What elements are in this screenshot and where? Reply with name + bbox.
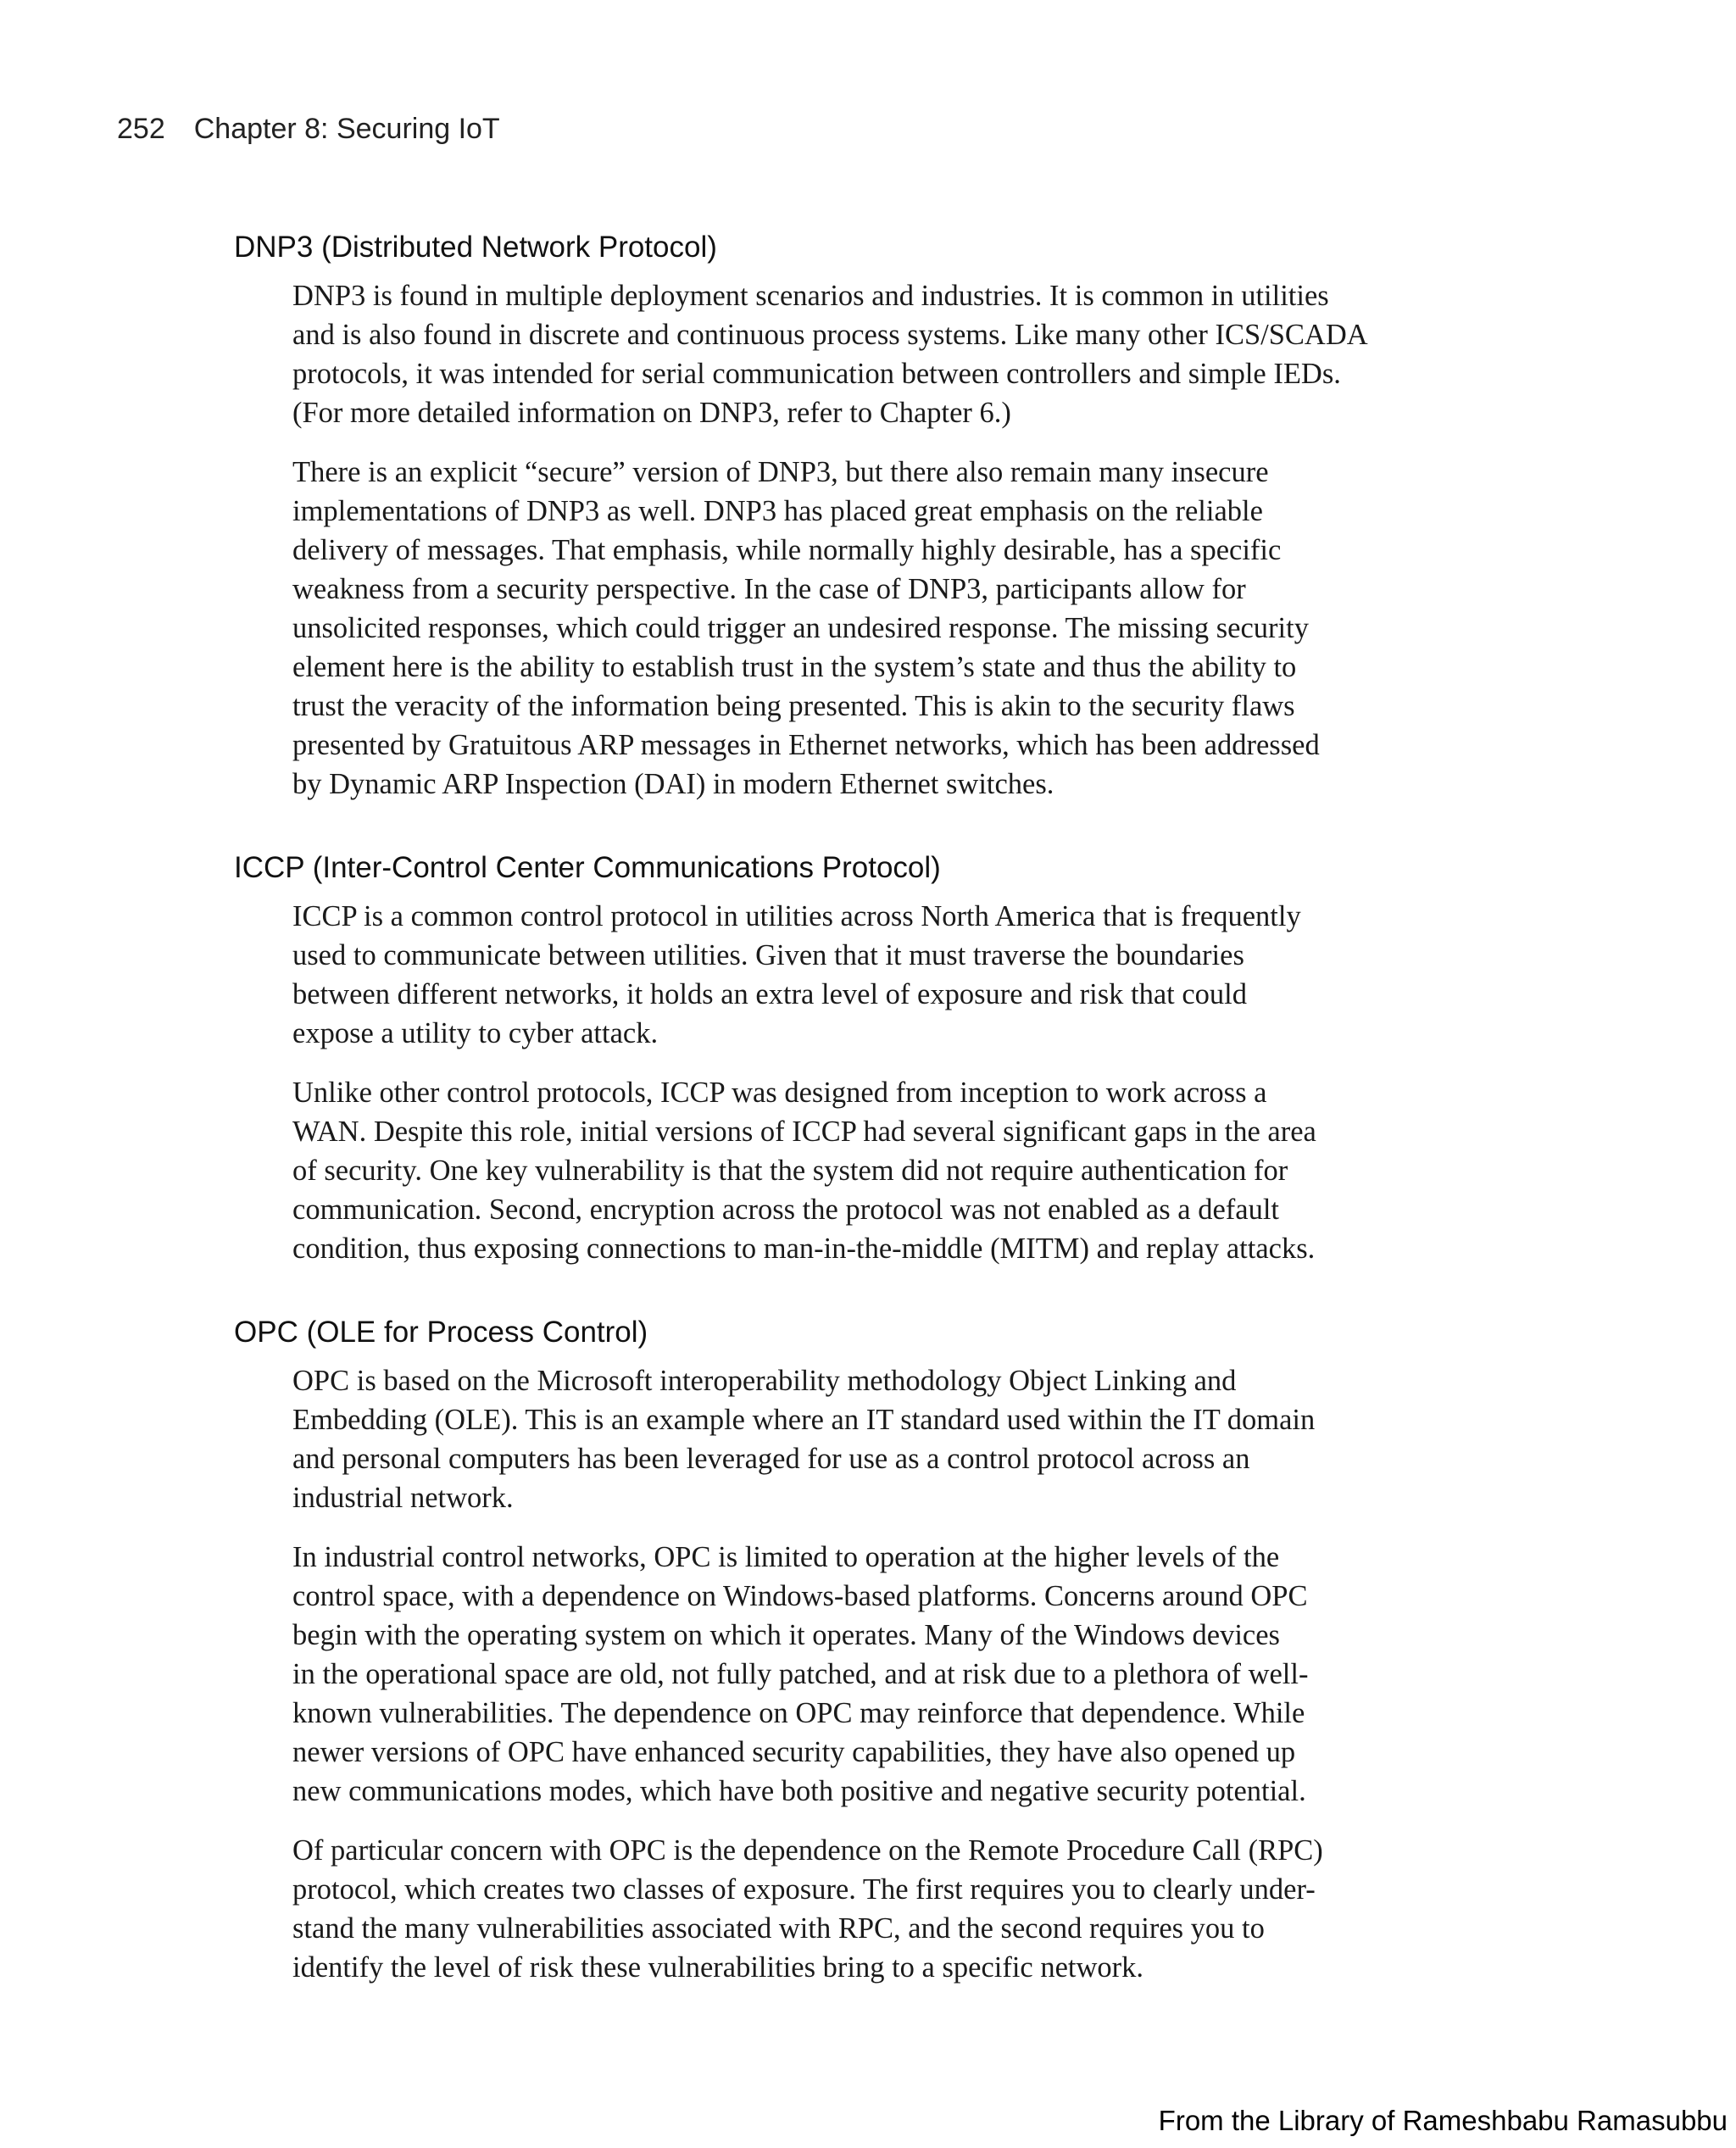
text-line: and personal computers has been leveraged for use as a control protocol across an	[292, 1443, 1250, 1475]
section-iccp	[234, 848, 1463, 1268]
text-line: begin with the operating system on which it operates. Many of the Windows devices	[292, 1619, 1280, 1651]
text-line: by Dynamic ARP Inspection (DAI) in modern Ethernet switches.	[292, 768, 1054, 800]
text-line: known vulnerabilities. The dependence on OPC may reinforce that dependence. While	[292, 1697, 1305, 1729]
text-line: Embedding (OLE). This is an example where an IT standard used within the IT domain	[292, 1404, 1316, 1436]
text-line: DNP3 is found in multiple deployment scenarios and industries. It is common in utilities	[292, 280, 1329, 312]
text-line: trust the veracity of the information being presented. This is akin to the security flaws	[292, 690, 1295, 722]
paragraph	[292, 1831, 1428, 1987]
text-line: used to communicate between utilities. Given that it must traverse the boundaries	[292, 939, 1244, 971]
text-line: new communications modes, which have both positive and negative security potential.	[292, 1775, 1306, 1807]
text-line: industrial network.	[292, 1482, 514, 1514]
library-footer: From the Library of Rameshbabu Ramasubbu	[1158, 2105, 1728, 2136]
text-line: communication. Second, encryption across the protocol was not enabled as a default	[292, 1194, 1280, 1226]
text-line: stand the many vulnerabilities associated with RPC, and the second requires you to	[292, 1912, 1265, 1945]
paragraph	[292, 276, 1428, 432]
text-line: weakness from a security perspective. In the case of DNP3, participants allow for	[292, 573, 1246, 605]
text-line: Of particular concern with OPC is the dependence on the Remote Procedure Call (RPC)	[292, 1834, 1323, 1867]
text-line: OPC is based on the Microsoft interoperability methodology Object Linking and	[292, 1365, 1237, 1397]
text-line: (For more detailed information on DNP3, refer to Chapter 6.)	[292, 397, 1011, 429]
section-dnp3	[234, 227, 1463, 804]
paragraph	[292, 453, 1428, 804]
section-opc	[234, 1312, 1463, 1987]
page-number: 252	[117, 113, 165, 145]
paragraph	[292, 1073, 1428, 1268]
paragraph	[292, 1361, 1428, 1517]
text-line: Unlike other control protocols, ICCP was designed from inception to work across a	[292, 1077, 1267, 1109]
text-line: There is an explicit “secure” version of DNP3, but there also remain many insecure	[292, 456, 1269, 488]
section-heading: OPC (OLE for Process Control)	[234, 1316, 648, 1349]
text-line: condition, thus exposing connections to man-in-the-middle (MITM) and replay attacks.	[292, 1233, 1316, 1265]
text-line: in the operational space are old, not fully patched, and at risk due to a plethora of well-	[292, 1658, 1309, 1690]
text-line: newer versions of OPC have enhanced security capabilities, they have also opened up	[292, 1736, 1296, 1768]
text-line: of security. One key vulnerability is that the system did not require authentication for	[292, 1155, 1288, 1187]
text-line: between different networks, it holds an extra level of exposure and risk that could	[292, 978, 1248, 1010]
text-line: element here is the ability to establish trust in the system’s state and thus the ability to	[292, 651, 1297, 683]
text-line: ICCP is a common control protocol in utilities across North America that is frequently	[292, 900, 1301, 932]
text-line: protocols, it was intended for serial communication between controllers and simple IEDs.	[292, 358, 1341, 390]
text-line: control space, with a dependence on Windows-based platforms. Concerns around OPC	[292, 1580, 1308, 1612]
running-head	[117, 110, 500, 147]
section-heading: DNP3 (Distributed Network Protocol)	[234, 231, 717, 264]
chapter-title: Chapter 8: Securing IoT	[193, 113, 500, 145]
text-line: unsolicited responses, which could trigger an undesired response. The missing security	[292, 612, 1309, 644]
text-line: presented by Gratuitous ARP messages in Ethernet networks, which has been addressed	[292, 729, 1320, 761]
text-line: protocol, which creates two classes of exposure. The first requires you to clearly under-	[292, 1873, 1316, 1906]
paragraph	[292, 1538, 1428, 1811]
paragraph	[292, 897, 1428, 1053]
page-content	[234, 227, 1463, 1987]
text-line: In industrial control networks, OPC is limited to operation at the higher levels of the	[292, 1541, 1280, 1573]
text-line: and is also found in discrete and continuous process systems. Like many other ICS/SCADA	[292, 319, 1368, 351]
text-line: implementations of DNP3 as well. DNP3 has placed great emphasis on the reliable	[292, 495, 1263, 527]
text-line: expose a utility to cyber attack.	[292, 1017, 659, 1049]
text-line: WAN. Despite this role, initial versions of ICCP had several significant gaps in the area	[292, 1116, 1316, 1148]
section-heading: ICCP (Inter-Control Center Communications Protocol)	[234, 851, 941, 884]
text-line: delivery of messages. That emphasis, while normally highly desirable, has a specific	[292, 534, 1282, 566]
text-line: identify the level of risk these vulnerabilities bring to a specific network.	[292, 1951, 1144, 1984]
